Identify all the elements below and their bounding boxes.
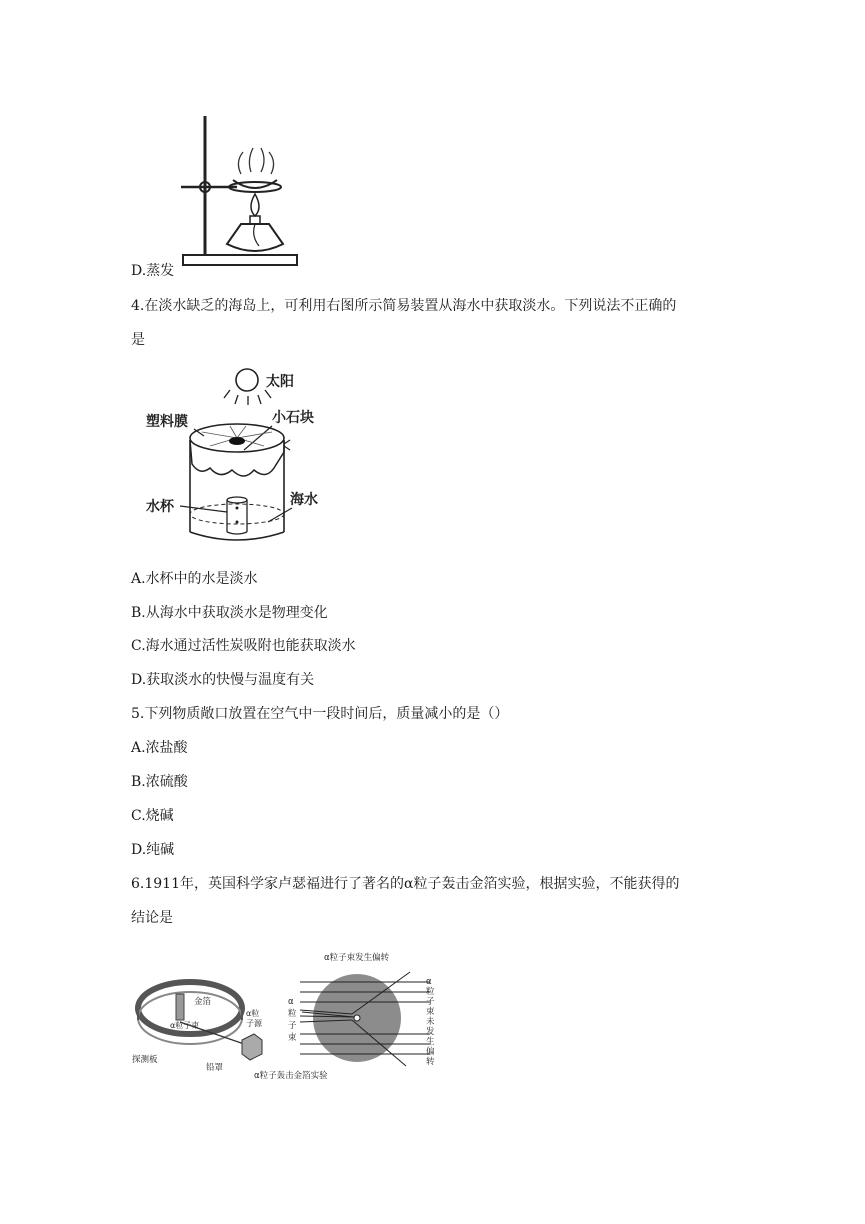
label-undeflected-4: 未 [426,1017,435,1027]
q4-option-b: B.从海水中获取淡水是物理变化 [131,605,328,621]
label-seawater: 海水 [290,492,318,508]
rutherford-experiment-figure [130,950,442,1085]
label-caption: α粒子轰击金箔实验 [254,1071,328,1081]
q4-stem-line2: 是 [131,332,145,348]
q6-stem-line1: 6.1911年，英国科学家卢瑟福进行了著名的α粒子轰击金箔实验，根据实验，不能获得的 [131,876,680,892]
seawater-still-figure [140,362,340,554]
label-undeflected-2: 子 [426,997,435,1007]
label-undeflected-1: 粒 [426,987,435,997]
label-cup: 水杯 [146,499,174,515]
label-incoming-3: 束 [288,1033,297,1043]
evaporation-apparatus-figure [175,112,305,270]
label-stone: 小石块 [272,410,314,426]
label-lead-box: 铅罩 [206,1063,224,1073]
label-alpha-source-1: α粒 [246,1009,260,1018]
label-alpha-source-2: 子源 [246,1019,262,1028]
label-alpha-beam: α粒子束 [170,1021,200,1030]
label-undeflected-0: α [426,977,432,987]
label-deflected: α粒子束发生偏转 [324,953,390,963]
q5-option-a: A.浓盐酸 [131,740,188,756]
q4-option-d: D.获取淡水的快慢与温度有关 [131,672,315,688]
q5-option-d: D.纯碱 [131,842,175,858]
q6-stem-line2: 结论是 [131,910,173,926]
label-undeflected-8: 转 [426,1057,435,1067]
label-incoming-1: 粒 [288,1009,297,1019]
q4-option-c: C.海水通过活性炭吸附也能获取淡水 [131,638,356,654]
label-undeflected-6: 生 [426,1037,435,1047]
label-gold-foil: 金箔 [194,997,212,1007]
q5-option-b: B.浓硫酸 [131,774,188,790]
label-incoming-2: 子 [288,1021,297,1031]
label-undeflected-3: 束 [426,1007,435,1017]
label-film: 塑料膜 [146,414,188,430]
q5-stem: 5.下列物质敞口放置在空气中一段时间后，质量减小的是（） [131,706,509,722]
q5-option-c: C.烧碱 [131,808,174,824]
label-undeflected-7: 偏 [426,1047,435,1057]
label-incoming-0: α [288,997,294,1007]
sun-icon [236,369,258,391]
label-undeflected-5: 发 [426,1027,435,1037]
q3-option-d: D.蒸发 [131,263,175,279]
q4-stem-line1: 4.在淡水缺乏的海岛上，可利用右图所示简易装置从海水中获取淡水。下列说法不正确的 [131,298,677,314]
label-sun: 太阳 [266,374,294,390]
q4-option-a: A.水杯中的水是淡水 [131,571,258,587]
label-detector: 探测板 [132,1055,158,1065]
